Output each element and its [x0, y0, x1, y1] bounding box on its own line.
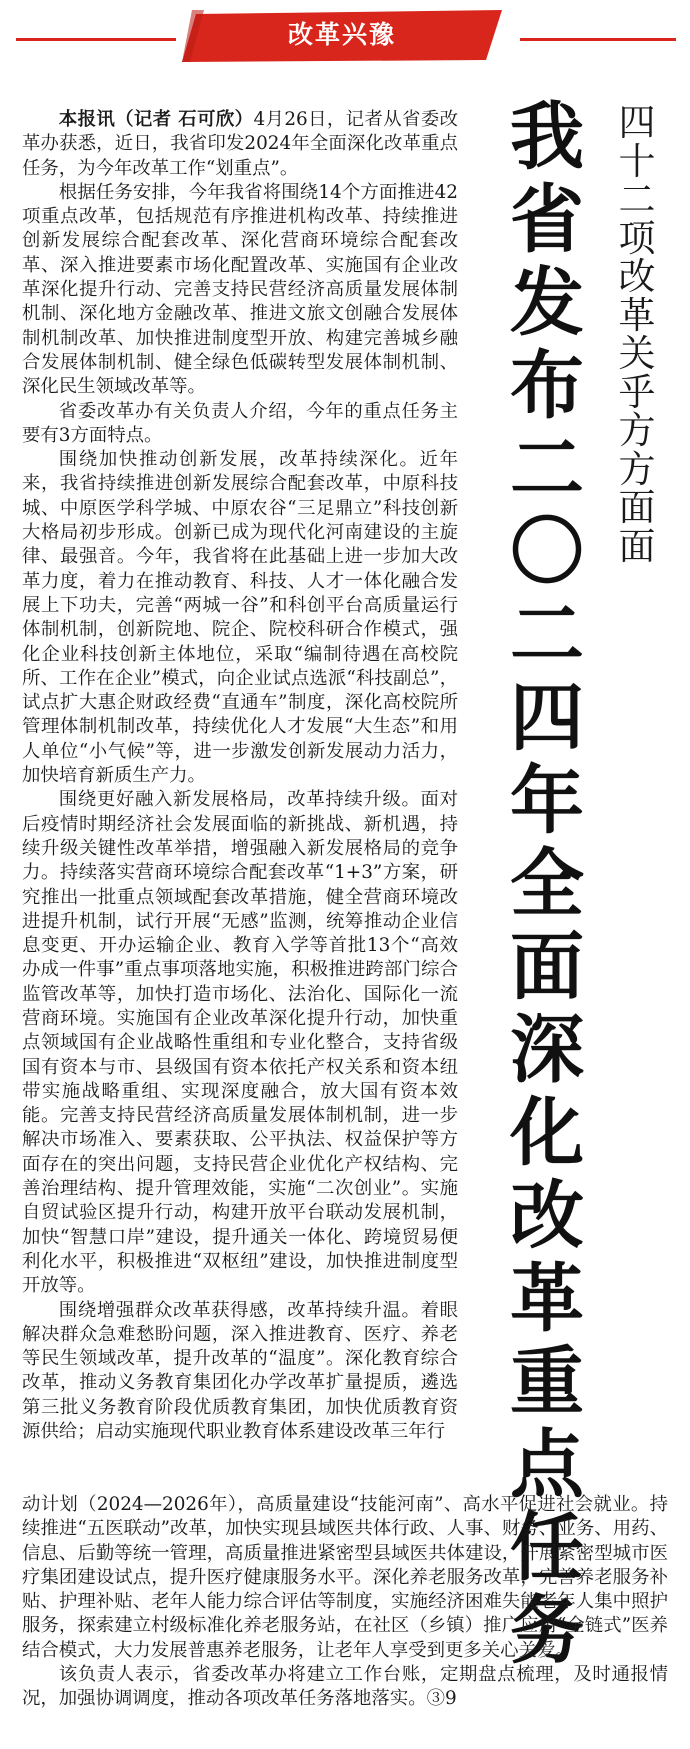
paragraph-features-intro: 省委改革办有关负责人介绍，今年的重点任务主要有3方面特点。	[22, 400, 458, 446]
section-label: 改革兴豫	[287, 20, 396, 49]
headline-char: 务	[510, 1588, 584, 1674]
headline-char: 面	[510, 924, 584, 1010]
article-headline	[500, 96, 594, 1673]
article-body-narrow	[22, 108, 458, 1444]
headline-char: 重	[510, 1339, 584, 1425]
headline-char: 任	[510, 1505, 584, 1591]
headline-char: 二	[510, 592, 584, 678]
subtitle-char: 方	[618, 447, 656, 491]
subtitle-char: 革	[618, 293, 656, 337]
headline-char: 改	[510, 1173, 584, 1259]
subtitle-char: 关	[618, 332, 656, 375]
subtitle-char: 十	[618, 139, 656, 183]
headline-char: 〇	[510, 509, 584, 595]
headline-char: 二	[510, 426, 584, 512]
lead-text: 4月26日，记者从省委改革办获悉，近日，我省印发2024年全面深化改革重点任务，为今年改革工作“划重点”。	[22, 109, 458, 179]
article-body-wide	[22, 1493, 668, 1712]
subtitle-char: 改	[618, 255, 656, 298]
headline-char: 四	[510, 675, 584, 761]
headline-char: 布	[510, 343, 584, 429]
byline: 本报讯（记者 石可欣）	[58, 109, 254, 130]
paragraph-closing: 该负责人表示，省委改革办将建立工作台账，定期盘点梳理，及时通报情况，加强协调调度，推动各项改革任务落地落实。③9	[22, 1664, 668, 1710]
paragraph-livelihood-continued: 动计划（2024—2026年），高质量建设“技能河南”、高水平促进社会就业。持续推进“五医联动”改革，加快实现县域医共体行政、人事、财务、业务、用药、信息、后勤等统一管理，高质量推进紧密型县域医共体建设，开展紧密型城市医疗集团建设试点，提升医疗健康服务水平。深化养老服务改革，完善养老服务补贴、护理补贴、老年人能力综合评估等制度，实施经济困难失能老年人集中照护服务，探索建立村级标准化养老服务站，在社区（乡镇）推广应用“全链式”医养结合模式，大力发展普惠养老服务，让老年人享受到更多关心关爱。	[22, 1494, 668, 1661]
headline-char: 化	[510, 1090, 584, 1176]
header-rule-left	[16, 38, 176, 41]
subtitle-char: 项	[618, 216, 656, 260]
subtitle-char: 乎	[618, 370, 656, 414]
subtitle-char: 面	[618, 524, 656, 568]
paragraph-livelihood: 围绕增强群众改革获得感，改革持续升温。着眼解决群众急难愁盼问题，深入推进教育、医疗、养老等民生领域改革，提升改革的“温度”。深化教育综合改革，推动义务教育集团化办学改革扩量提质，遴选第三批义务教育阶段优质教育集团，加快优质教育资源供给；启动实施现代职业教育体系建设改革三年行	[22, 1299, 458, 1443]
headline-char: 省	[510, 177, 584, 263]
article-subtitle	[612, 101, 662, 568]
headline-char: 深	[510, 1007, 584, 1093]
headline-char: 全	[510, 841, 584, 927]
subtitle-char: 二	[618, 178, 656, 221]
headline-char: 点	[510, 1422, 584, 1508]
subtitle-char: 方	[618, 409, 656, 452]
paragraph-lead	[22, 108, 458, 181]
headline-char: 革	[510, 1256, 584, 1342]
headline-char: 年	[510, 758, 584, 844]
subtitle-char: 面	[618, 486, 656, 529]
headline-char: 我	[510, 94, 584, 180]
paragraph-innovation: 围绕加快推动创新发展，改革持续深化。近年来，我省持续推进创新发展综合配套改革，中原科技城、中原医学科学城、中原农谷“三足鼎立”科技创新大格局初步形成。创新已成为现代化河南建设的主旋律、最强音。今年，我省将在此基础上进一步加大改革力度，着力在推动教育、科技、人才一体化融合发展上下功夫，完善“两城一谷”和科创平台高质量运行体制机制，创新院地、院企、院校科研合作模式，强化企业科技创新主体地位，采取“编制待遇在高校院所、工作在企业”模式，向企业试点选派“科技副总”，试点扩大惠企财政经费“直通车”制度，深化高校院所管理体制机制改革，持续优化人才发展“大生态”和用人单位“小气候”等，进一步激发创新发展动力活力，加快培育新质生产力。	[22, 449, 458, 787]
section-banner	[182, 10, 502, 62]
section-header	[0, 0, 690, 80]
subtitle-char: 四	[618, 101, 656, 144]
headline-char: 发	[510, 260, 584, 346]
header-rule-right	[520, 38, 676, 41]
paragraph-development-pattern: 围绕更好融入新发展格局，改革持续升级。面对后疫情时期经济社会发展面临的新挑战、新机遇，持续升级关键性改革举措，增强融入新发展格局的竞争力。持续落实营商环境综合配套改革“1+3”方案，研究推出一批重点领域配套改革措施，健全营商环境改进提升机制，试行开展“无感”监测，统筹推动企业信息变更、开办运输企业、教育入学等首批13个“高效办成一件事”重点事项落地实施，积极推进跨部门综合监管改革等，加快打造市场化、法治化、国际化一流营商环境。实施国有企业改革深化提升行动，加快重点领域国有企业战略性重组和专业化整合，支持省级国有资本与市、县级国有资本依托产权关系和资本纽带实施战略重组、实现深度融合，放大国有资本效能。完善支持民营经济高质量发展体制机制，进一步解决市场准入、要素获取、公平执法、权益保护等方面存在的突出问题，支持民营企业优化产权结构、完善治理结构、提升管理效能，实施“二次创业”。实施自贸试验区提升行动，构建开放平台联动发展机制，加快“智慧口岸”建设，提升通关一体化、跨境贸易便利化水平，积极推进“双枢纽”建设，加快推进制度型开放等。	[22, 789, 458, 1297]
paragraph-overview: 根据任务安排，今年我省将围绕14个方面推进42项重点改革，包括规范有序推进机构改革、持续推进创新发展综合配套改革、深化营商环境综合配套改革、深入推进要素市场化配置改革、实施国有企业改革深化提升行动、完善支持民营经济高质量发展体制机制、深化地方金融改革、推进文旅文创融合发展体制机制改革、加快推进制度型开放、构建完善城乡融合发展体制机制、健全绿色低碳转型发展体制机制、深化民生领域改革等。	[22, 181, 458, 398]
